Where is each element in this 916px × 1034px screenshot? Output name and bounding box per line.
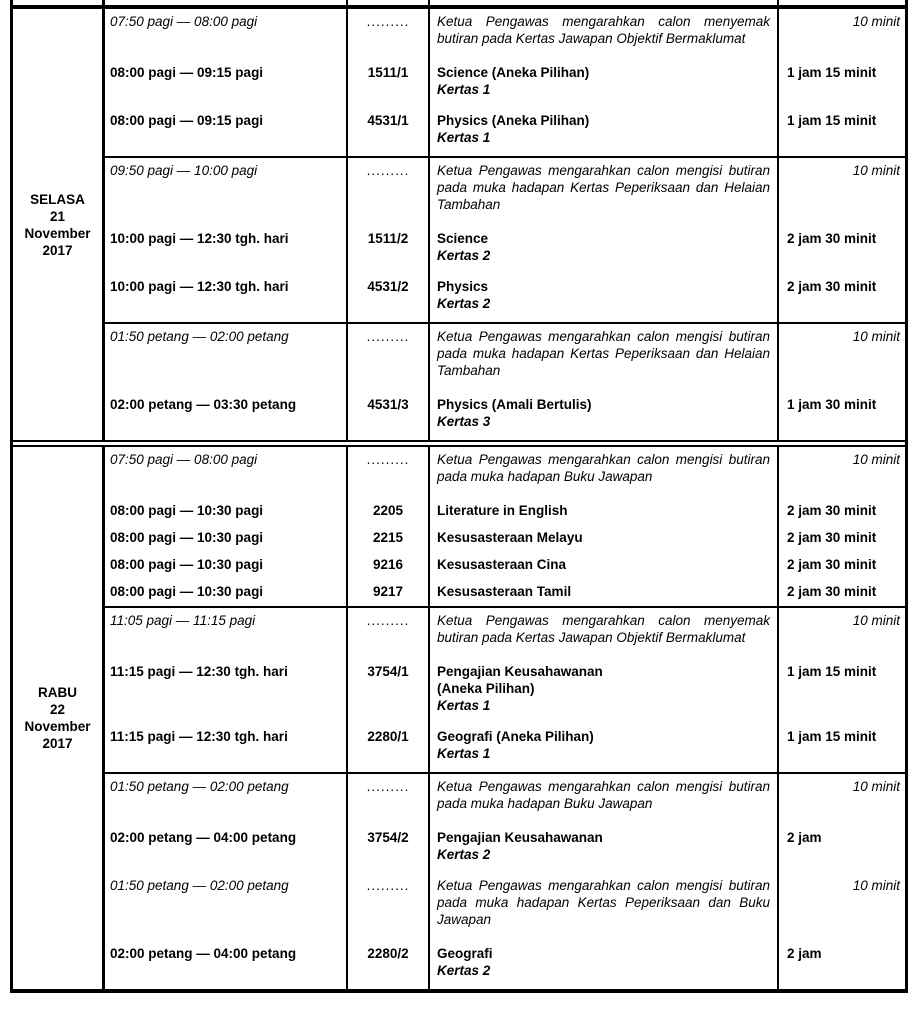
description-cell — [430, 158, 779, 226]
subject-title: Physics (Amali Bertulis) — [437, 397, 592, 412]
instruction-text: Ketua Pengawas mengarahkan calon mengisi butiran pada muka hadapan Kertas Peperiksaan dan Buku Jawapan — [437, 878, 770, 927]
day-label-line: 21 — [49, 208, 66, 224]
time-range: 11:15 pagi — 12:30 tgh. hari — [110, 664, 288, 679]
paper-code-cell — [348, 579, 430, 606]
paper-code-cell — [348, 60, 430, 108]
time-cell — [105, 392, 348, 440]
description-cell — [430, 9, 779, 60]
paper-code-cell — [348, 226, 430, 274]
description-cell — [430, 659, 779, 724]
instruction-row — [105, 774, 905, 825]
paper-subtitle: Kertas 2 — [437, 847, 491, 862]
subject-title: Physics — [437, 279, 489, 294]
code-placeholder-dots: ......... — [366, 14, 410, 29]
duration-cell — [779, 108, 905, 156]
description-cell — [430, 825, 779, 873]
code-placeholder-dots: ......... — [366, 329, 410, 344]
duration-value: 1 jam 15 minit — [787, 113, 877, 128]
duration-cell — [779, 941, 905, 989]
duration-cell — [779, 9, 905, 60]
duration-cell — [779, 525, 905, 552]
instruction-text: Ketua Pengawas mengarahkan calon mengisi butiran pada muka hadapan Buku Jawapan — [437, 452, 770, 484]
paper-subtitle: Kertas 2 — [437, 248, 491, 263]
fragment-day-cell — [13, 0, 105, 5]
instruction-row — [105, 873, 905, 941]
day-label-line: SELASA — [30, 191, 85, 207]
subject-title: Science — [437, 231, 489, 246]
duration-value: 10 minit — [852, 329, 900, 344]
description-cell — [430, 873, 779, 941]
description-cell — [430, 608, 779, 659]
description-cell — [430, 498, 779, 525]
code-placeholder-dots: ......... — [366, 878, 410, 893]
session-block — [105, 9, 905, 156]
day-label-line: 2017 — [42, 242, 73, 258]
duration-value: 2 jam 30 minit — [787, 503, 877, 518]
exam-row — [105, 226, 905, 274]
subject-title: Geografi — [437, 946, 493, 961]
time-range: 02:00 petang — 04:00 petang — [110, 830, 297, 845]
paper-code: 2205 — [372, 503, 404, 518]
time-range: 09:50 pagi — 10:00 pagi — [110, 163, 258, 178]
code-placeholder-dots: ......... — [366, 613, 410, 628]
paper-code: 1511/1 — [367, 65, 409, 80]
duration-cell — [779, 392, 905, 440]
duration-value: 2 jam 30 minit — [787, 231, 877, 246]
subject-title: (Aneka Pilihan) — [437, 681, 535, 696]
subject-title: Physics (Aneka Pilihan) — [437, 113, 590, 128]
duration-value: 10 minit — [852, 163, 900, 178]
fragment-duration-cell — [779, 0, 905, 5]
exam-row — [105, 392, 905, 440]
fragment-description-cell — [430, 0, 779, 5]
paper-code: 2215 — [372, 530, 404, 545]
description-cell — [430, 108, 779, 156]
duration-value: 10 minit — [852, 878, 900, 893]
time-cell — [105, 226, 348, 274]
paper-code-cell — [348, 274, 430, 322]
time-cell — [105, 873, 348, 941]
day-label — [13, 447, 105, 989]
time-range: 07:50 pagi — 08:00 pagi — [110, 452, 258, 467]
duration-cell — [779, 324, 905, 392]
paper-code-cell — [348, 659, 430, 724]
time-cell — [105, 9, 348, 60]
day-section — [13, 440, 905, 989]
paper-subtitle: Kertas 1 — [437, 698, 491, 713]
description-cell — [430, 60, 779, 108]
exam-row — [105, 274, 905, 322]
paper-code-cell — [348, 392, 430, 440]
time-range: 01:50 petang — 02:00 petang — [110, 779, 289, 794]
time-cell — [105, 525, 348, 552]
time-range: 10:00 pagi — 12:30 tgh. hari — [110, 279, 289, 294]
duration-cell — [779, 608, 905, 659]
duration-cell — [779, 579, 905, 606]
duration-cell — [779, 498, 905, 525]
paper-subtitle: Kertas 2 — [437, 963, 491, 978]
duration-cell — [779, 659, 905, 724]
session-block — [105, 772, 905, 989]
paper-code-cell — [348, 108, 430, 156]
day-label-line: 2017 — [42, 736, 73, 751]
paper-subtitle: Kertas 1 — [437, 82, 491, 97]
exam-row — [105, 579, 905, 606]
paper-code-cell — [348, 825, 430, 873]
subject-title: Geografi (Aneka Pilihan) — [437, 729, 594, 744]
duration-value: 2 jam 30 minit — [787, 557, 877, 572]
paper-subtitle: Kertas 1 — [437, 746, 491, 761]
paper-code: 9217 — [372, 584, 404, 599]
instruction-text: Ketua Pengawas mengarahkan calon mengisi butiran pada muka hadapan Kertas Peperiksaan dan Helaian Tambahan — [437, 163, 770, 212]
exam-row — [105, 552, 905, 579]
paper-code: 1511/2 — [367, 231, 409, 246]
paper-code: 4531/2 — [367, 279, 409, 294]
instruction-row — [105, 447, 905, 498]
day-label-line: RABU — [38, 685, 77, 700]
fragment-code-cell — [348, 0, 430, 5]
day-label-line: November — [24, 719, 91, 734]
subject-title: Pengajian Keusahawanan — [437, 830, 603, 845]
paper-code-cell — [348, 552, 430, 579]
paper-subtitle: Kertas 3 — [437, 414, 491, 429]
session-block — [105, 156, 905, 322]
duration-value: 2 jam 30 minit — [787, 530, 877, 545]
instruction-row — [105, 158, 905, 226]
duration-value: 10 minit — [852, 452, 900, 467]
time-range: 10:00 pagi — 12:30 tgh. hari — [110, 231, 289, 246]
day-label-line: November — [24, 225, 91, 241]
duration-value: 2 jam 30 minit — [787, 279, 877, 294]
time-range: 08:00 pagi — 09:15 pagi — [110, 65, 264, 80]
time-cell — [105, 579, 348, 606]
day-section — [13, 9, 905, 440]
subject-title: Kesusasteraan Melayu — [437, 530, 583, 545]
description-cell — [430, 447, 779, 498]
paper-code-cell — [348, 525, 430, 552]
exam-row — [105, 825, 905, 873]
duration-cell — [779, 60, 905, 108]
duration-value: 10 minit — [852, 779, 900, 794]
time-cell — [105, 108, 348, 156]
time-range: 02:00 petang — 04:00 petang — [110, 946, 297, 961]
time-range: 08:00 pagi — 10:30 pagi — [110, 584, 264, 599]
paper-code: 9216 — [372, 557, 404, 572]
paper-code-cell — [348, 873, 430, 941]
time-range: 08:00 pagi — 10:30 pagi — [110, 557, 264, 572]
duration-cell — [779, 724, 905, 772]
exam-timetable-table — [10, 0, 908, 993]
session-block — [105, 447, 905, 606]
time-cell — [105, 724, 348, 772]
subject-title: Kesusasteraan Tamil — [437, 584, 572, 599]
paper-code-cell — [348, 324, 430, 392]
day-label — [13, 9, 105, 440]
duration-value: 2 jam 30 minit — [787, 584, 877, 599]
duration-cell — [779, 158, 905, 226]
exam-row — [105, 525, 905, 552]
subject-title: Kesusasteraan Cina — [437, 557, 567, 572]
time-cell — [105, 324, 348, 392]
paper-code: 4531/1 — [367, 113, 409, 128]
duration-value: 10 minit — [852, 613, 900, 628]
paper-code: 3754/2 — [367, 830, 409, 845]
instruction-row — [105, 608, 905, 659]
time-cell — [105, 158, 348, 226]
time-range: 01:50 petang — 02:00 petang — [110, 329, 289, 344]
paper-code: 2280/1 — [367, 729, 409, 744]
description-cell — [430, 724, 779, 772]
time-cell — [105, 774, 348, 825]
duration-value: 2 jam — [787, 946, 822, 961]
session-block — [105, 322, 905, 440]
session-blocks — [105, 9, 905, 440]
session-blocks — [105, 447, 905, 989]
instruction-text: Ketua Pengawas mengarahkan calon mengisi butiran pada muka hadapan Kertas Peperiksaan dan Helaian Tambahan — [437, 329, 770, 378]
exam-row — [105, 941, 905, 989]
exam-row — [105, 60, 905, 108]
time-range: 07:50 pagi — 08:00 pagi — [110, 14, 258, 29]
time-cell — [105, 60, 348, 108]
paper-subtitle: Kertas 2 — [437, 296, 491, 311]
time-range: 08:00 pagi — 09:15 pagi — [110, 113, 264, 128]
time-range: 08:00 pagi — 10:30 pagi — [110, 503, 264, 518]
description-cell — [430, 392, 779, 440]
code-placeholder-dots: ......... — [366, 452, 410, 467]
description-cell — [430, 552, 779, 579]
time-cell — [105, 825, 348, 873]
table-days — [13, 9, 905, 989]
duration-cell — [779, 447, 905, 498]
exam-row — [105, 108, 905, 156]
table-top-row-fragment — [13, 0, 905, 9]
paper-subtitle: Kertas 1 — [437, 130, 491, 145]
instruction-row — [105, 324, 905, 392]
code-placeholder-dots: ......... — [366, 163, 410, 178]
duration-value: 1 jam 15 minit — [787, 729, 877, 744]
exam-row — [105, 498, 905, 525]
time-range: 11:15 pagi — 12:30 tgh. hari — [110, 729, 288, 744]
duration-value: 10 minit — [852, 14, 900, 29]
time-cell — [105, 498, 348, 525]
time-cell — [105, 659, 348, 724]
duration-value: 1 jam 15 minit — [787, 65, 877, 80]
subject-title: Pengajian Keusahawanan — [437, 664, 603, 679]
paper-code-cell — [348, 774, 430, 825]
time-cell — [105, 552, 348, 579]
paper-code: 2280/2 — [367, 946, 409, 961]
duration-value: 2 jam — [787, 830, 822, 845]
paper-code-cell — [348, 941, 430, 989]
fragment-time-cell — [105, 0, 348, 5]
description-cell — [430, 525, 779, 552]
duration-cell — [779, 274, 905, 322]
duration-value: 1 jam 30 minit — [787, 397, 877, 412]
subject-title: Science (Aneka Pilihan) — [437, 65, 590, 80]
time-range: 11:05 pagi — 11:15 pagi — [110, 613, 256, 628]
paper-code: 4531/3 — [367, 397, 409, 412]
description-cell — [430, 941, 779, 989]
duration-value: 1 jam 15 minit — [787, 664, 877, 679]
paper-code-cell — [348, 724, 430, 772]
instruction-text: Ketua Pengawas mengarahkan calon mengisi butiran pada muka hadapan Buku Jawapan — [437, 779, 770, 811]
description-cell — [430, 226, 779, 274]
description-cell — [430, 579, 779, 606]
paper-code-cell — [348, 447, 430, 498]
time-cell — [105, 447, 348, 498]
instruction-text: Ketua Pengawas mengarahkan calon menyemak butiran pada Kertas Jawapan Objektif Bermaklumat — [437, 613, 770, 645]
time-cell — [105, 274, 348, 322]
time-range: 08:00 pagi — 10:30 pagi — [110, 530, 264, 545]
code-placeholder-dots: ......... — [366, 779, 410, 794]
description-cell — [430, 774, 779, 825]
instruction-row — [105, 9, 905, 60]
paper-code-cell — [348, 498, 430, 525]
exam-row — [105, 724, 905, 772]
time-cell — [105, 608, 348, 659]
day-label-line: 22 — [49, 702, 66, 717]
paper-code-cell — [348, 158, 430, 226]
description-cell — [430, 274, 779, 322]
description-cell — [430, 324, 779, 392]
duration-cell — [779, 873, 905, 941]
duration-cell — [779, 552, 905, 579]
time-cell — [105, 941, 348, 989]
time-range: 02:00 petang — 03:30 petang — [110, 397, 297, 412]
paper-code-cell — [348, 608, 430, 659]
subject-title: Literature in English — [437, 503, 568, 518]
time-range: 01:50 petang — 02:00 petang — [110, 878, 289, 893]
duration-cell — [779, 226, 905, 274]
instruction-text: Ketua Pengawas mengarahkan calon menyemak butiran pada Kertas Jawapan Objektif Bermaklumat — [437, 14, 770, 46]
paper-code: 3754/1 — [367, 664, 409, 679]
duration-cell — [779, 825, 905, 873]
session-block — [105, 606, 905, 772]
paper-code-cell — [348, 9, 430, 60]
exam-row — [105, 659, 905, 724]
duration-cell — [779, 774, 905, 825]
